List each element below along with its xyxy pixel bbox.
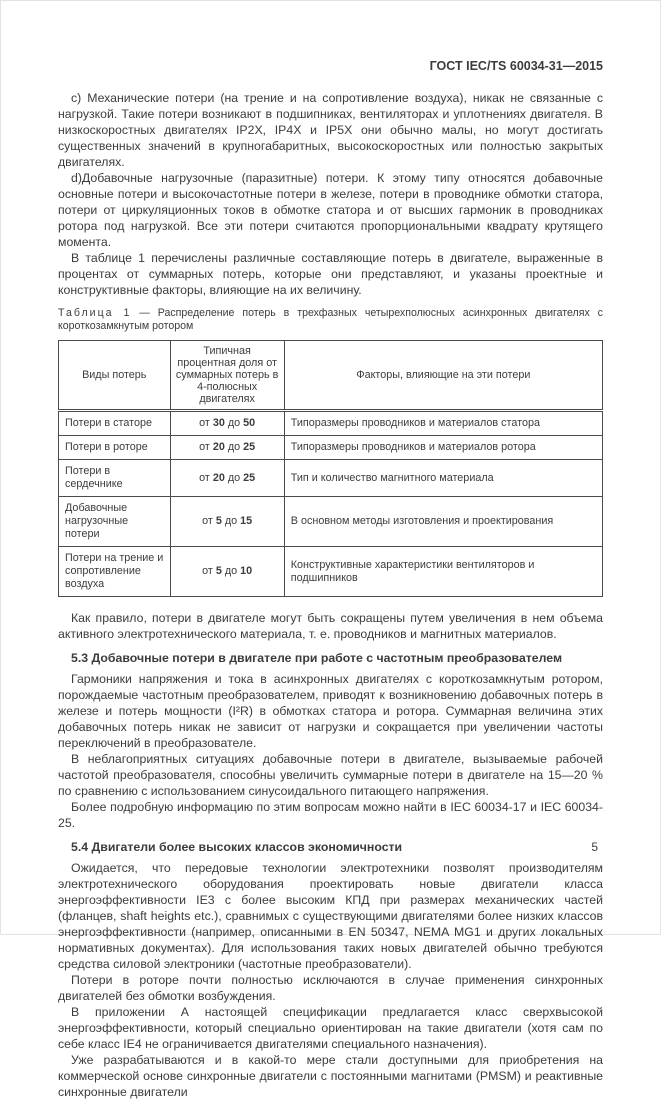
paragraph-more-info: Более подробную информацию по этим вопросам можно найти в IEC 60034-17 и IEC 60034-25. [58,800,603,830]
paragraph-pmsm: Уже разрабатываются и в какой-то мере стали доступными для приобретения на коммерческой основе синхронные двигатели с постоянными магнитами (PMSM) и реактивные синхронные двигатели [58,1053,603,1099]
cell-share [170,460,284,497]
table-caption [58,307,603,333]
standard-reference: ГОСТ IEC/TS 60034-31—2015 [429,59,603,73]
range-to-word: до [224,565,238,577]
cell-loss-type: Потери в сердечнике [59,460,171,497]
section-heading-5-3: 5.3 Добавочные потери в двигателе при работе с частотным преобразователем [71,651,563,665]
cell-loss-type: Добавочные нагрузочные потери [59,497,171,547]
paragraph-unfavorable-situations: В неблагоприятных ситуациях добавочные потери в двигателе, вызываемые рабочей частотой преобразователя, способны увеличить суммарные потери в двигателе на 15—20 % по сравнению с использованием синусоидального питающего напряжения. [58,752,603,798]
range-low: 5 [215,515,222,527]
cell-factors: Типоразмеры проводников и материалов ротора [284,436,602,460]
cell-share [170,436,284,460]
paragraph-rotor-losses: Потери в роторе почти полностью исключаются в случае применения синхронных двигателей без обмотки возбуждения. [58,973,603,1003]
cell-factors: Типоразмеры проводников и материалов статора [284,411,602,436]
losses-table-head [59,341,603,411]
cell-loss-type: Потери в роторе [59,436,171,460]
range-high: 10 [240,565,253,577]
range-to-word: до [227,441,241,453]
table-caption-text: Распределение потерь в трехфазных четырехполюсных асинхронных двигателях с короткозамкнутым ротором [58,307,603,332]
range-from-word: от [199,417,210,429]
cell-factors: Тип и количество магнитного материала [284,460,602,497]
range-low: 20 [212,441,225,453]
range-low: 30 [212,417,225,429]
range-low: 20 [212,471,225,484]
column-header-loss-type: Виды потерь [59,341,171,411]
table-row [59,547,603,597]
header-row [59,341,603,411]
range-to-word: до [227,471,241,484]
range-high: 25 [243,471,256,484]
cell-factors: В основном методы изготовления и проектирования [284,497,602,547]
cell-loss-type: Потери на трение и сопротивление воздуха [59,547,171,597]
losses-table-body [59,411,603,597]
page-number: 5 [591,840,598,854]
range-from-word: от [199,441,210,453]
paragraph-annex-a: В приложении А настоящей спецификации предлагается класс сверхвысокой энергоэффективности, который специально ориентирован на такие двигатели (хотя сам по себе класс IE4 не ограничивается двигателями специального назначения). [58,1005,603,1051]
paragraph-mechanical-losses: с) Механические потери (на трение и на сопротивление воздуха), никак не связанные с нагрузкой. Такие потери возникают в подшипниках, вентиляторах и уплотнениях двигателя. В низкоскоростных двигателях IP2X, IP4X и IP5X они обычно малы, но могут достигать существенных значений в крупногабаритных, высокоскоростных или полностью закрытых двигателях. [58,91,603,169]
range-to-word: до [224,515,238,527]
cell-loss-type: Потери в статоре [59,411,171,436]
range-high: 50 [243,417,256,429]
losses-table [58,340,603,597]
range-low: 5 [215,565,222,577]
range-from-word: от [202,515,213,527]
column-header-factors: Факторы, влияющие на эти потери [284,341,602,411]
paragraph-table-intro: В таблице 1 перечислены различные составляющие потерь в двигателе, выраженные в процентах от суммарных потерь, которые они представляют, и указаны проектные и конструктивные факторы, влияющие на их величину. [58,251,603,297]
cell-share [170,497,284,547]
range-high: 15 [240,515,253,527]
paragraph-harmonics: Гармоники напряжения и тока в асинхронных двигателях с короткозамкнутым ротором, порождаемые частотным преобразователем, приводят к возникновению добавочных потерь в железе и потерь мощности (I²R) в обмотках статора и ротора. Суммарная величина этих добавочных потерь никак не зависит от нагрузки и сокращается при увеличении частоты переключений в преобразователе. [58,672,603,750]
paragraph-stray-load-losses: d)Добавочные нагрузочные (паразитные) потери. К этому типу относятся добавочные основные потери и высокочастотные потери в железе, потери в проводнике обмотки статора, потери от циркуляционных токов в обмотке статора и от высших гармоник в проводниках ротора под нагрузкой. Все эти потери считаются пропорциональными квадрату крутящего момента. [58,171,603,249]
table-row [59,411,603,436]
range-from-word: от [199,471,210,484]
table-caption-dash: — [139,307,150,319]
cell-share [170,411,284,436]
table-row [59,460,603,497]
range-from-word: от [202,565,213,577]
section-heading-5-4: 5.4 Двигатели более высоких классов экономичности [71,840,403,854]
table-row [59,497,603,547]
table-row [59,436,603,460]
cell-share [170,547,284,597]
cell-factors: Конструктивные характеристики вентиляторов и подшипников [284,547,602,597]
paragraph-expected-technologies: Ожидается, что передовые технологии электротехники позволят производителям электротехнического оборудования проектировать новые двигатели класса энергоэффективности IE3 с более высоким КПД при размерах механических частей (фланцев, shaft heights etc.), сравнимых с существующими двигателями более низких классов энергоэффективности (например, описанными в EN 50347, NEMA MG1 и других локальных нормативных документах). Для использования таких новых двигателей обычно требуются средства силовой электроники (частотные преобразователи). [58,861,603,971]
page-content [58,59,603,1100]
paragraph-general-rule: Как правило, потери в двигателе могут быть сокращены путем увеличения в нем объема активного электротехнического материала, т. е. проводников и магнитных материалов. [58,611,603,641]
column-header-share: Типичная процентная доля от суммарных потерь в 4-полюсных двигателях [170,341,284,411]
range-high: 25 [243,441,256,453]
table-caption-label: Таблица 1 [58,307,132,319]
range-to-word: до [227,417,241,429]
